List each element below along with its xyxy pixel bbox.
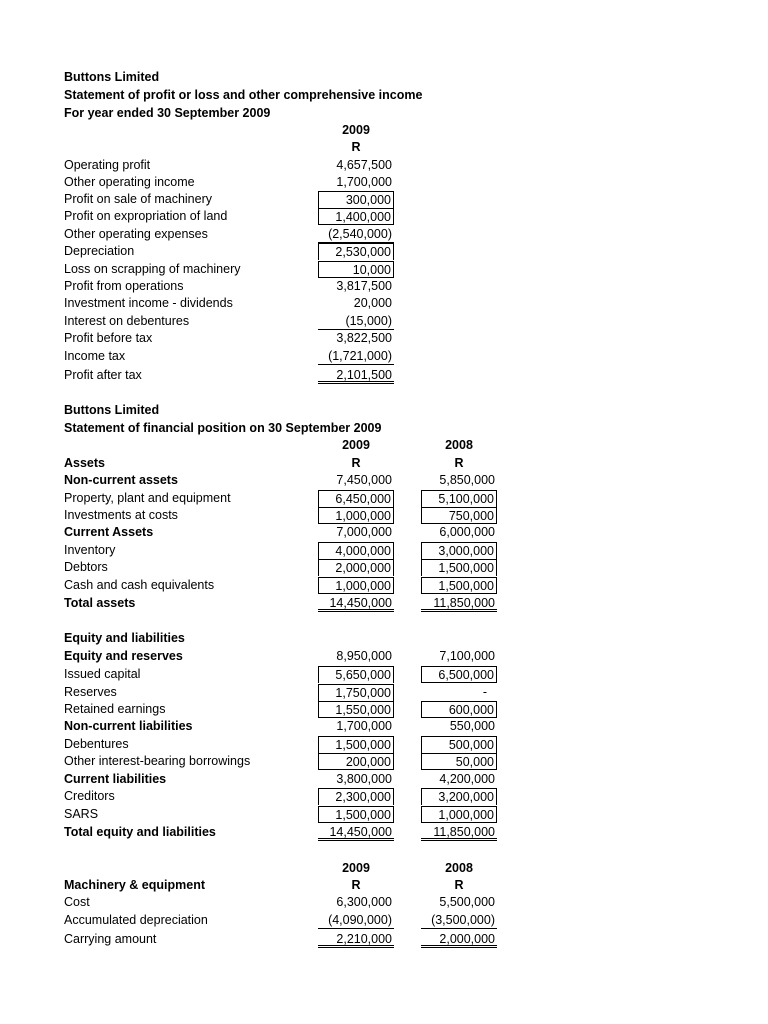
row-label: Interest on debentures — [64, 314, 190, 328]
is-currency: R — [351, 140, 361, 154]
bs-row-equity-reserves — [0, 648, 768, 665]
value-2009: (4,090,000) — [318, 912, 394, 929]
bs-row-other-borrowings — [0, 753, 768, 770]
value-2009: 10,000 — [318, 261, 394, 278]
row-label: Creditors — [64, 789, 115, 803]
row-label: Inventory — [64, 543, 116, 557]
row-label: Total assets — [64, 596, 136, 610]
row-label: Cash and cash equivalents — [64, 578, 215, 592]
value-2008: 550,000 — [449, 719, 495, 733]
is-title: Statement of profit or loss and other comprehensive income — [64, 88, 423, 102]
row-label: Accumulated depreciation — [64, 913, 208, 927]
value-2008: 11,850,000 — [421, 595, 497, 612]
is-row-operating-profit — [0, 157, 768, 174]
value-2008: 6,500,000 — [421, 666, 497, 683]
bs-row-reserves — [0, 684, 768, 701]
is-year-header — [0, 122, 768, 139]
value-2009: 4,657,500 — [336, 158, 392, 172]
bs-row-current-assets — [0, 524, 768, 541]
bs-row-total-equity-liabilities — [0, 824, 768, 841]
value-2008: 1,500,000 — [421, 577, 497, 594]
row-label: Debentures — [64, 737, 129, 751]
row-label: Other operating expenses — [64, 227, 208, 241]
value-2009: 20,000 — [353, 296, 392, 310]
row-label: Investments at costs — [64, 508, 178, 522]
value-2008: 4,200,000 — [439, 772, 495, 786]
bs-row-current-liabilities — [0, 771, 768, 788]
value-2009: 3,822,500 — [336, 331, 392, 345]
is-row-other-operating-income — [0, 174, 768, 191]
value-2008: 500,000 — [421, 736, 497, 753]
value-2008: 3,000,000 — [421, 542, 497, 559]
row-label: Other interest-bearing borrowings — [64, 754, 251, 768]
value-2009: 8,950,000 — [336, 649, 392, 663]
bs-row-ppe — [0, 490, 768, 507]
value-2008: (3,500,000) — [421, 912, 497, 929]
row-label: Reserves — [64, 685, 117, 699]
value-2009: 2,000,000 — [318, 559, 394, 576]
value-2009: 2,530,000 — [318, 243, 394, 260]
is-period-row — [0, 105, 768, 122]
bs-company-row — [0, 402, 768, 419]
row-label: Debtors — [64, 560, 108, 574]
me-currency-2008: R — [454, 878, 464, 892]
value-2009: 3,800,000 — [336, 772, 392, 786]
is-period: For year ended 30 September 2009 — [64, 106, 271, 120]
bs-row-investments — [0, 507, 768, 524]
row-label: Income tax — [64, 349, 126, 363]
value-2009: 3,817,500 — [336, 279, 392, 293]
me-row-cost — [0, 894, 768, 911]
row-label: Current Assets — [64, 525, 154, 539]
bs-col-2008: 2008 — [445, 438, 473, 452]
row-label: Non-current liabilities — [64, 719, 193, 733]
value-2008: 2,000,000 — [421, 931, 497, 948]
value-2008: 600,000 — [421, 701, 497, 718]
value-2009: (2,540,000) — [318, 226, 394, 243]
is-row-profit-before-tax — [0, 330, 768, 347]
row-label: Property, plant and equipment — [64, 491, 231, 505]
bs-col-2009: 2009 — [342, 438, 370, 452]
bs-row-retained-earnings — [0, 701, 768, 718]
value-2009: 14,450,000 — [318, 595, 394, 612]
value-2009: 300,000 — [318, 191, 394, 208]
row-label: Loss on scrapping of machinery — [64, 262, 241, 276]
is-row-profit-from-operations — [0, 278, 768, 295]
bs-row-debentures — [0, 736, 768, 753]
row-label: Equity and reserves — [64, 649, 183, 663]
value-2008: 6,000,000 — [439, 525, 495, 539]
me-row-accumulated-depreciation — [0, 912, 768, 929]
row-label: Non-current assets — [64, 473, 178, 487]
bs-year-header — [0, 437, 768, 454]
value-2009: 6,300,000 — [336, 895, 392, 909]
value-2009: 6,450,000 — [318, 490, 394, 507]
is-row-investment-income — [0, 295, 768, 312]
me-col-2008: 2008 — [445, 861, 473, 875]
row-label: Cost — [64, 895, 90, 909]
row-label: Depreciation — [64, 244, 135, 258]
bs-row-non-current-liabilities — [0, 718, 768, 735]
value-2008: 5,100,000 — [421, 490, 497, 507]
row-label: Machinery & equipment — [64, 878, 205, 892]
is-currency-header — [0, 139, 768, 156]
is-row-other-operating-expenses — [0, 226, 768, 243]
row-label: Profit on sale of machinery — [64, 192, 212, 206]
value-2009: 14,450,000 — [318, 824, 394, 841]
value-2009: 1,700,000 — [336, 175, 392, 189]
row-label: Profit from operations — [64, 279, 184, 293]
row-label: Investment income - dividends — [64, 296, 233, 310]
is-row-profit-sale-machinery — [0, 191, 768, 208]
value-2009: 1,400,000 — [318, 208, 394, 225]
bs-row-creditors — [0, 788, 768, 805]
value-2009: 2,300,000 — [318, 788, 394, 805]
row-label: Carrying amount — [64, 932, 157, 946]
value-2008: - — [482, 685, 487, 699]
me-col-2009: 2009 — [342, 861, 370, 875]
bs-row-inventory — [0, 542, 768, 559]
equity-heading-row — [0, 630, 768, 647]
value-2008: 50,000 — [421, 753, 497, 770]
value-2009: (15,000) — [318, 313, 394, 330]
row-label: Retained earnings — [64, 702, 166, 716]
bs-title-row — [0, 420, 768, 437]
bs-row-issued-capital — [0, 666, 768, 683]
value-2009: 4,000,000 — [318, 542, 394, 559]
is-row-depreciation — [0, 243, 768, 260]
me-row-carrying-amount — [0, 931, 768, 948]
is-row-loss-scrapping — [0, 261, 768, 278]
value-2008: 750,000 — [421, 507, 497, 524]
assets-heading: Assets — [64, 456, 105, 470]
row-label: Operating profit — [64, 158, 151, 172]
value-2009: 1,550,000 — [318, 701, 394, 718]
value-2008: 5,850,000 — [439, 473, 495, 487]
value-2008: 1,500,000 — [421, 559, 497, 576]
bs-row-total-assets — [0, 595, 768, 612]
row-label: Current liabilities — [64, 772, 167, 786]
is-row-profit-expropriation — [0, 208, 768, 225]
bs-row-sars — [0, 806, 768, 823]
row-label: Profit on expropriation of land — [64, 209, 228, 223]
row-label: Other operating income — [64, 175, 195, 189]
bs-currency-header — [0, 455, 768, 472]
value-2009: 7,000,000 — [336, 525, 392, 539]
me-year-header — [0, 860, 768, 877]
is-year: 2009 — [342, 123, 370, 137]
is-row-interest-debentures — [0, 313, 768, 330]
equity-heading: Equity and liabilities — [64, 631, 185, 645]
is-row-profit-after-tax — [0, 367, 768, 384]
is-title-row — [0, 87, 768, 104]
value-2009: 1,000,000 — [318, 507, 394, 524]
is-company: Buttons Limited — [64, 70, 160, 84]
bs-currency-2009: R — [351, 456, 361, 470]
value-2009: 1,750,000 — [318, 684, 394, 701]
value-2009: 2,101,500 — [318, 367, 394, 384]
value-2008: 1,000,000 — [421, 806, 497, 823]
bs-title: Statement of financial position on 30 September 2009 — [64, 421, 382, 435]
bs-row-non-current-assets — [0, 472, 768, 489]
me-row-heading — [0, 877, 768, 894]
is-company-row — [0, 69, 768, 86]
value-2009: 1,500,000 — [318, 806, 394, 823]
row-label: Issued capital — [64, 667, 141, 681]
value-2008: 11,850,000 — [421, 824, 497, 841]
row-label: Total equity and liabilities — [64, 825, 216, 839]
value-2009: 200,000 — [318, 753, 394, 770]
bs-row-cash — [0, 577, 768, 594]
value-2009: 1,000,000 — [318, 577, 394, 594]
value-2009: 1,500,000 — [318, 736, 394, 753]
me-currency-2009: R — [351, 878, 361, 892]
bs-currency-2008: R — [454, 456, 464, 470]
bs-row-debtors — [0, 559, 768, 576]
value-2009: 1,700,000 — [336, 719, 392, 733]
row-label: SARS — [64, 807, 99, 821]
is-row-income-tax — [0, 348, 768, 365]
value-2008: 7,100,000 — [439, 649, 495, 663]
row-label: Profit after tax — [64, 368, 142, 382]
value-2008: 5,500,000 — [439, 895, 495, 909]
bs-company: Buttons Limited — [64, 403, 160, 417]
value-2009: 2,210,000 — [318, 931, 394, 948]
value-2009: 7,450,000 — [336, 473, 392, 487]
value-2008: 3,200,000 — [421, 788, 497, 805]
value-2009: 5,650,000 — [318, 666, 394, 683]
row-label: Profit before tax — [64, 331, 153, 345]
value-2009: (1,721,000) — [318, 348, 394, 365]
